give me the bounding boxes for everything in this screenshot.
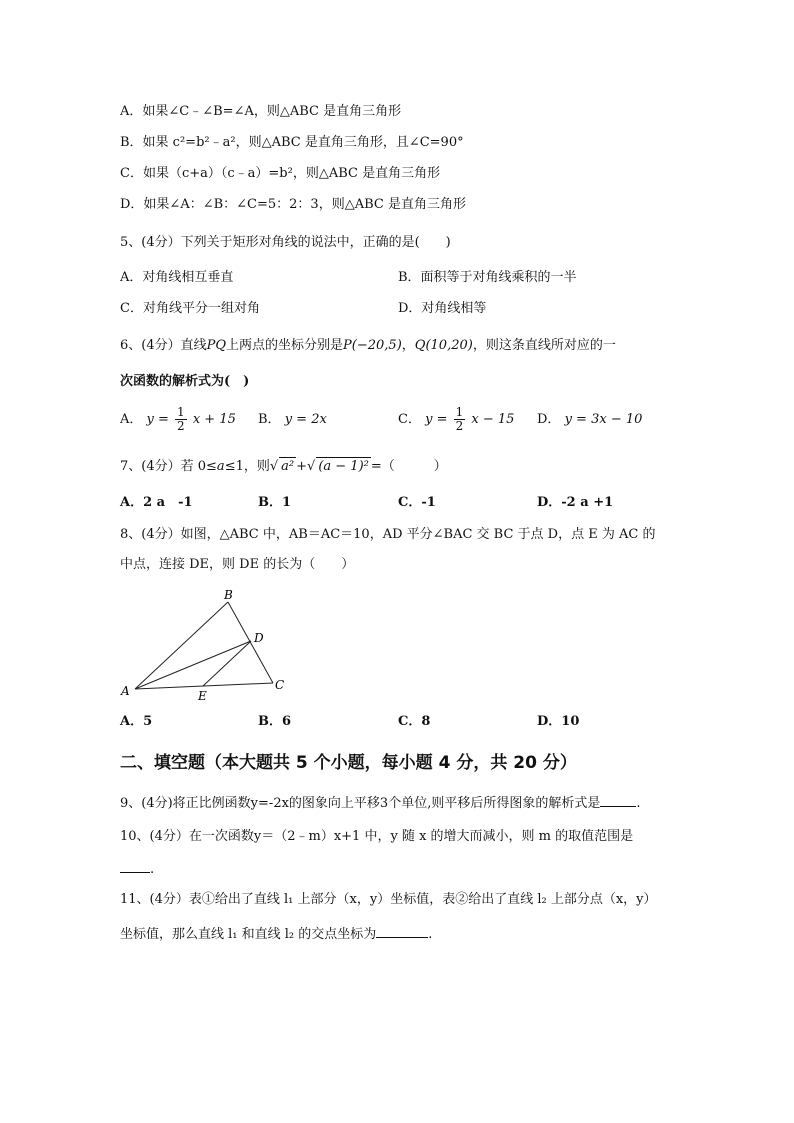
q6-option-a-label: A． [120, 412, 143, 427]
q10-end: . [150, 862, 155, 877]
q7-option-c: C．-1 [398, 495, 436, 510]
segment-bc [228, 602, 273, 683]
q11-stem-text: 坐标值，那么直线 l₁ 和直线 l₂ 的交点坐标为 [120, 927, 377, 942]
q7-stem-suffix: =（ ） [370, 459, 447, 474]
q10-stem: 10、(4分）在一次函数y＝（2﹣m）x+1 中，y 随 x 的增大而减小，则 m 的取值范围是 [120, 829, 634, 844]
q11-answer-blank[interactable] [376, 923, 428, 938]
q4-option-a: A．如果∠C﹣∠B=∠A，则△ABC 是直角三角形 [120, 104, 402, 119]
label-d: D [254, 631, 264, 645]
q7-stem-mid: ≤1，则 [224, 459, 270, 474]
radical-sign-icon: √ [269, 459, 279, 474]
q6-point-p: P(−20,5) [343, 338, 402, 353]
q7-sqrt-1: a² [281, 459, 295, 474]
fraction-denominator: 2 [455, 419, 464, 433]
q8-option-c: C．8 [398, 714, 431, 729]
q4-option-b: B．如果 c²=b²﹣a²，则△ABC 是直角三角形，且∠C=90° [120, 135, 464, 150]
q4-option-c: C．如果（c+a）（c﹣a）=b²，则△ABC 是直角三角形 [120, 166, 441, 181]
q7-option-a: A．2 a -1 [120, 495, 193, 510]
q8-stem-line2: 中点，连接 DE，则 DE 的长为（ ） [120, 557, 355, 572]
q11-stem-line2 [120, 923, 432, 944]
q6-option-b [258, 403, 327, 437]
segment-ad [135, 641, 251, 689]
q6-line-pq: PQ [206, 338, 227, 353]
q5-option-c: C．对角线平分一组对角 [120, 301, 260, 316]
q6-sep: ， [401, 338, 415, 353]
label-c: C [275, 678, 285, 692]
q6-stem [120, 337, 616, 355]
q8-triangle-figure [115, 585, 295, 705]
q6-stem-prefix: 6、(4分）直线 [120, 338, 207, 353]
q10-answer-blank[interactable] [120, 858, 150, 873]
q6-option-a-post: x + 15 [192, 412, 236, 427]
q8-option-a: A．5 [120, 714, 153, 729]
label-e: E [198, 689, 207, 703]
q5-option-d: D．对角线相等 [398, 301, 487, 316]
q8-option-b: B．6 [258, 714, 292, 729]
q11-stem-line1: 11、(4分）表①给出了直线 l₁ 上部分（x，y）坐标值，表②给出了直线 l₂ 上部分点（x，y） [120, 892, 657, 907]
label-b: B [224, 588, 233, 602]
q7-plus: + [296, 459, 308, 474]
q8-stem-line1: 8、(4分）如图，△ABC 中，AB＝AC＝10，AD 平分∠BAC 交 BC 于点 D，点 E 为 AC 的 [120, 527, 656, 542]
q9-stem [120, 792, 640, 813]
q6-option-c [398, 403, 514, 437]
q5-option-a: A．对角线相互垂直 [120, 270, 234, 285]
q10-answer-line [120, 858, 154, 879]
q6-stem-suffix: ，则这条直线所对应的一 [472, 338, 616, 353]
fraction-denominator: 2 [177, 419, 185, 433]
q6-point-q: Q(10,20) [414, 338, 473, 353]
q9-end: . [636, 796, 641, 811]
q9-stem-text: 9、(4分)将正比例函数y=-2x的图象向上平移3个单位,则平移后所得图象的解析式是 [120, 796, 601, 811]
q11-end: . [428, 927, 433, 942]
q6-option-a [120, 403, 236, 437]
section-heading-fill-in: 二、填空题（本大题共 5 个小题，每小题 4 分，共 20 分） [120, 753, 577, 773]
q6-stem-line2: 次函数的解析式为( ) [120, 374, 250, 389]
q6-option-b-label: B． [258, 412, 281, 427]
q7-stem-prefix: 7、(4分）若 0≤ [120, 459, 217, 474]
q6-option-a-pre: y = [146, 412, 169, 427]
segment-de [203, 641, 251, 686]
q6-option-d-expr: y = 3x − 10 [564, 412, 643, 427]
q7-var-a: a [216, 459, 225, 474]
q6-option-c-label: C． [398, 412, 421, 427]
label-a: A [121, 684, 130, 698]
q7-stem [120, 457, 447, 476]
q6-option-c-post: x − 15 [471, 412, 515, 427]
q5-option-b: B．面积等于对角线乘积的一半 [398, 270, 577, 285]
radical-sign-icon: √ [307, 459, 316, 474]
fraction-numerator: 1 [455, 405, 464, 419]
q6-option-c-pre: y = [425, 412, 448, 427]
q6-option-d [537, 403, 642, 437]
q8-option-d: D．10 [537, 714, 580, 729]
q6-option-a-fraction [175, 406, 187, 433]
q6-option-d-label: D． [537, 412, 561, 427]
q6-option-b-expr: y = 2x [284, 412, 327, 427]
q7-sqrt-2: (a − 1)² [318, 459, 369, 474]
q9-answer-blank[interactable] [600, 792, 636, 807]
q4-option-d: D．如果∠A：∠B：∠C=5：2：3，则△ABC 是直角三角形 [120, 197, 466, 212]
q6-stem-mid: 上两点的坐标分别是 [226, 338, 344, 353]
q7-option-b: B．1 [258, 495, 292, 510]
q5-stem: 5、(4分）下列关于矩形对角线的说法中，正确的是( ) [120, 235, 451, 250]
q7-option-d: D．-2 a +1 [537, 495, 614, 510]
fraction-numerator: 1 [177, 405, 185, 419]
q6-option-c-fraction [454, 406, 466, 433]
